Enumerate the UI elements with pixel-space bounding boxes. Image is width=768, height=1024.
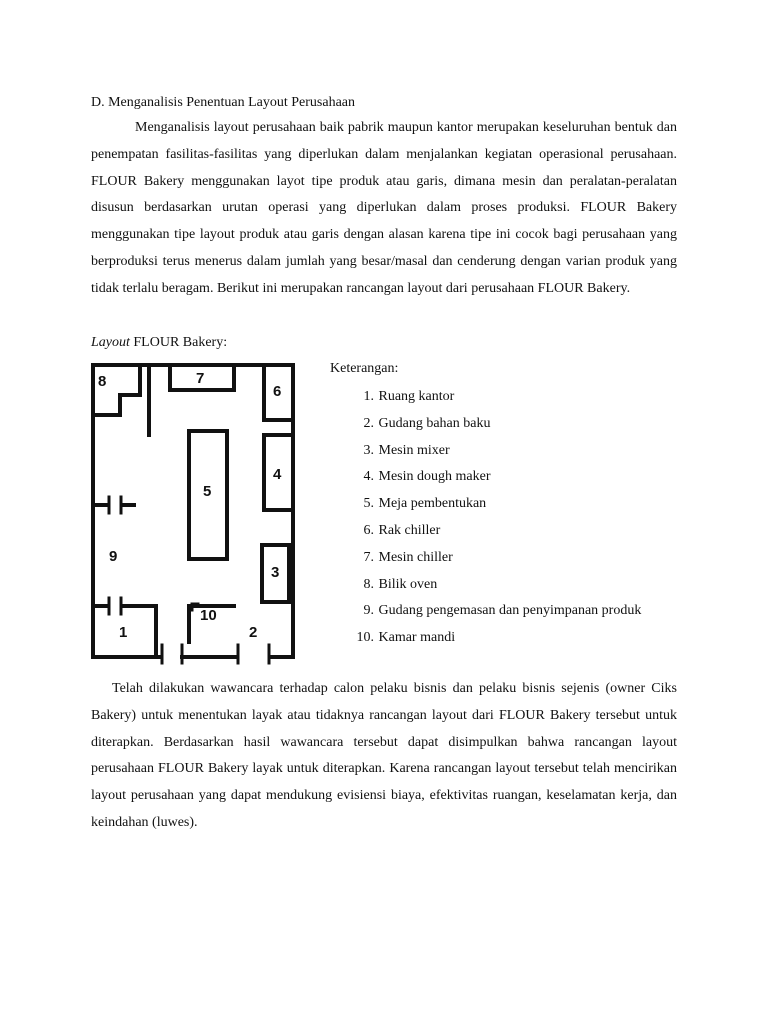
layout-caption [91, 333, 227, 353]
legend-num: 10. [356, 630, 374, 646]
plan-label-1: 1 [119, 624, 128, 641]
legend-label: Kamar mandi [378, 630, 456, 646]
paragraph-layout-analysis-text: Menganalisis layout perusahaan baik pabrik maupun kantor merupakan keseluruhan bentuk dan penempatan fasilitas-fasilitas yang diperlukan dalam menjalankan kegiatan operasional perusahaan. FLOUR Bakery menggunakan layot tipe produk atau garis, dimana mesin dan peralatan-peralatan disusun berdasarkan urutan operasi yang diperlukan dalam proses produksi. FLOUR Bakery menggunakan tipe layout produk atau garis dengan alasan karena tipe ini cocok bagi perusahaan yang berproduksi terus menerus dalam jumlah yang besar/masal dan cenderung dengan varian produk yang tidak terlalu beragam. Berikut ini merupakan rancangan layout dari perusahaan FLOUR Bakery. [91, 120, 677, 296]
legend-num: 2. [363, 415, 374, 431]
plan-label-3: 3 [271, 564, 280, 581]
legend-label: Gudang pengemasan dan penyimpanan produk [378, 603, 642, 619]
section-heading: D. Menganalisis Penentuan Layout Perusahaan [91, 95, 355, 110]
plan-label-9: 9 [109, 548, 118, 565]
legend-num: 9. [363, 603, 374, 619]
legend-num: 5. [363, 496, 374, 512]
legend-item [350, 625, 641, 652]
paragraph-layout-analysis [91, 115, 677, 303]
legend-label: Mesin mixer [378, 442, 450, 458]
floor-plan-diagram [88, 360, 300, 665]
legend-label: Bilik oven [378, 576, 438, 592]
legend-num: 4. [363, 469, 374, 485]
legend-item [350, 545, 641, 572]
legend-num: 1. [363, 389, 374, 404]
plan-label-7: 7 [196, 370, 205, 387]
plan-label-6: 6 [273, 383, 282, 400]
legend-num: 7. [363, 549, 374, 565]
legend-label: Ruang kantor [378, 389, 455, 404]
legend-label: Meja pembentukan [378, 496, 487, 512]
legend-item [350, 464, 641, 491]
legend-label: Gudang bahan baku [378, 415, 491, 431]
legend-item [350, 411, 641, 438]
legend-item [350, 491, 641, 518]
legend-label: Mesin dough maker [378, 469, 491, 485]
legend-num: 3. [363, 442, 374, 458]
legend-label: Mesin chiller [378, 549, 453, 565]
paragraph-interview-result [91, 676, 677, 837]
layout-caption-rest: FLOUR Bakery: [129, 335, 228, 350]
plan-label-2: 2 [249, 624, 258, 641]
legend-label: Rak chiller [378, 522, 441, 538]
plan-label-10: 10 [200, 607, 217, 624]
legend-item [350, 598, 641, 625]
legend-num: 6. [363, 522, 374, 538]
legend-list [350, 384, 641, 652]
plan-label-5: 5 [203, 483, 212, 500]
legend-item [350, 438, 641, 465]
plan-label-8: 8 [98, 373, 107, 390]
plan-label-4: 4 [273, 466, 282, 483]
paragraph-interview-result-text: Telah dilakukan wawancara terhadap calon pelaku bisnis dan pelaku bisnis sejenis (owner Ciks Bakery) untuk menentukan layak atau tidaknya rancangan layout dari FLOUR Bakery tersebut untuk diterapkan. Berdasarkan hasil wawancara tersebut dapat disimpulkan bahwa rancangan layout perusahaan FLOUR Bakery layak untuk diterapkan. Karena rancangan layout tersebut telah mencirikan layout perusahaan yang dapat mendukung evisiensi biaya, efektivitas ruangan, keselamatan kerja, dan keindahan (luwes). [91, 681, 677, 830]
legend-title: Keterangan: [330, 361, 399, 376]
legend-item [350, 572, 641, 599]
legend-num: 8. [363, 576, 374, 592]
legend-item [350, 384, 641, 411]
legend-item [350, 518, 641, 545]
layout-caption-italic: Layout [91, 335, 130, 350]
